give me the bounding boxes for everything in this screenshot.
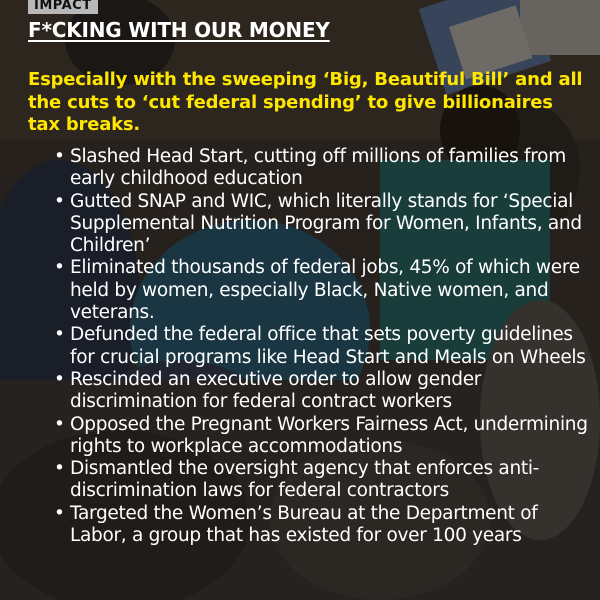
- bullet-dot: •: [54, 324, 65, 346]
- bullet-item: [54, 146, 594, 191]
- bullet-item: [54, 503, 594, 548]
- bullet-item: [54, 257, 594, 324]
- bullet-text: Gutted SNAP and WIC, which literally stands for ‘Special Supplemental Nutrition Program for Women, Infants, and Children’: [70, 190, 582, 257]
- bullet-item: [54, 369, 594, 414]
- bullet-text: Eliminated thousands of federal jobs, 45% of which were held by women, especially Black, Native women, and veterans.: [70, 257, 580, 324]
- bullet-dot: •: [54, 458, 65, 480]
- bullet-text: Slashed Head Start, cutting off millions of families from early childhood education: [70, 146, 566, 190]
- bullet-item: [54, 414, 594, 459]
- intro-text: Especially with the sweeping ‘Big, Beautiful Bill’ and all the cuts to ‘cut federal spending’ to give billionaires tax breaks.: [28, 69, 583, 135]
- bullet-dot: •: [54, 257, 65, 279]
- bullet-text: Opposed the Pregnant Workers Fairness Act, undermining rights to workplace accommodations: [70, 413, 588, 457]
- bullet-list: [54, 146, 594, 547]
- bullet-item: [54, 458, 594, 503]
- bullet-text: Rescinded an executive order to allow gender discrimination for federal contract workers: [70, 368, 482, 413]
- bullet-dot: •: [54, 190, 65, 212]
- bullet-dot: •: [54, 502, 65, 524]
- bullet-item: [54, 191, 594, 258]
- impact-tag: IMPACT: [28, 0, 98, 14]
- bullet-dot: •: [54, 146, 65, 167]
- bullet-dot: •: [54, 413, 65, 435]
- bullet-text: Targeted the Women’s Bureau at the Department of Labor, a group that has existed for over 100 years: [70, 502, 538, 547]
- headline: F*CKING WITH OUR MONEY: [28, 18, 330, 42]
- bullet-text: Defunded the federal office that sets poverty guidelines for crucial programs like Head Start and Meals on Wheels: [70, 324, 586, 368]
- bullet-text: Dismantled the oversight agency that enforces anti-discrimination laws for federal contractors: [70, 458, 540, 502]
- bullet-dot: •: [54, 368, 65, 390]
- bullet-item: [54, 324, 594, 369]
